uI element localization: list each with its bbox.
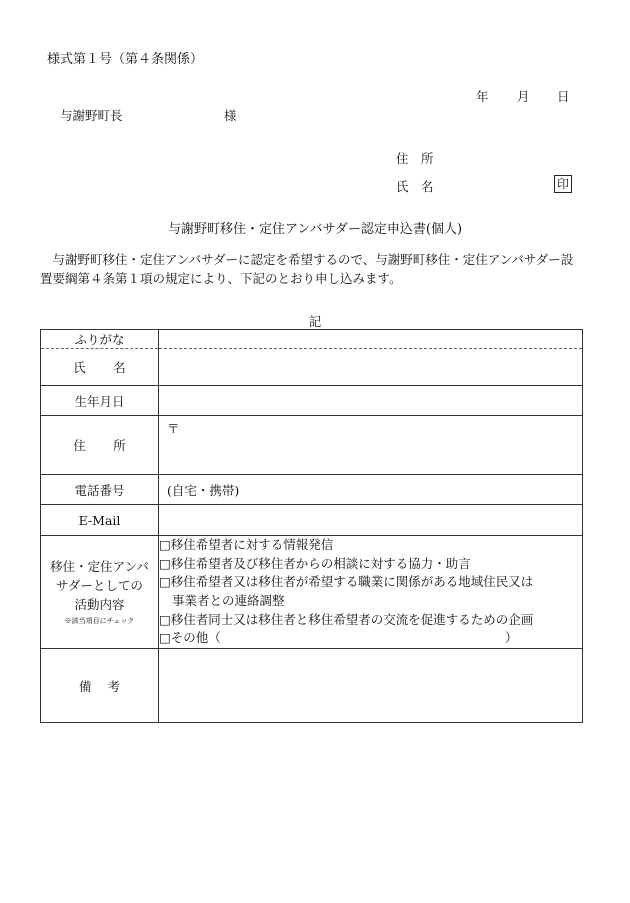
- activity-option-info[interactable]: □移住希望者に対する情報発信: [159, 537, 334, 553]
- date-year-label: 年: [476, 89, 489, 104]
- birthdate-label-text: 生年月日: [74, 393, 125, 409]
- date-day-label: 日: [557, 89, 570, 104]
- form-number: 様式第１号（第４条関係）: [47, 52, 204, 67]
- intro-paragraph: 与謝野町移住・定住アンバサダーに認定を希望するので、与謝野町移住・定住アンバサダー設置要綱第４条第１項の規定により、下記のとおり申し込みます。: [40, 252, 574, 286]
- address-field[interactable]: [159, 416, 583, 475]
- name-row: [41, 349, 583, 386]
- name-field[interactable]: [159, 349, 583, 386]
- addressee-honorific: 様: [224, 108, 237, 123]
- application-table: [40, 329, 583, 723]
- address-label-text: 住所: [73, 438, 154, 453]
- applicant-name-label: 氏 名: [396, 179, 434, 194]
- address-label: [41, 416, 159, 475]
- phone-type-hint: (自宅・携帯): [167, 482, 240, 498]
- email-label-text: E-Mail: [78, 512, 121, 528]
- furigana-label-text: ふりがな: [74, 332, 125, 347]
- activity-option-liaison[interactable]: □移住希望者又は移住者が希望する職業に関係がある地域住民又は: [159, 574, 534, 590]
- remarks-field[interactable]: [159, 649, 583, 723]
- activity-option-other-close: ）: [505, 630, 518, 646]
- name-label-text: 氏名: [73, 360, 154, 375]
- activity-label-line-2: サダーとしての: [56, 577, 143, 593]
- activity-options: [159, 536, 583, 649]
- activity-option-consultation[interactable]: □移住希望者及び移住者からの相談に対する協力・助言: [159, 555, 471, 571]
- email-field[interactable]: [159, 505, 583, 536]
- activity-option-other-open: □その他（: [159, 630, 221, 646]
- email-label: [41, 505, 159, 536]
- date-month-label: 月: [517, 89, 530, 104]
- phone-label-text: 電話番号: [74, 482, 125, 498]
- activity-label-line-1: 移住・定住アンバ: [50, 558, 149, 574]
- email-row: [41, 505, 583, 536]
- ki-heading: 記: [308, 314, 322, 329]
- phone-field[interactable]: [159, 475, 583, 505]
- birthdate-row: [41, 386, 583, 416]
- activity-note: ※該当項目にチェック: [64, 616, 135, 625]
- activity-label-line-3: 活動内容: [74, 596, 125, 612]
- birthdate-field[interactable]: [159, 386, 583, 416]
- postal-mark: 〒: [167, 421, 180, 436]
- birthdate-label: [41, 386, 159, 416]
- remarks-label-text: 備考: [78, 678, 137, 694]
- furigana-label: [41, 330, 159, 349]
- address-row: [41, 416, 583, 475]
- activity-option-liaison-cont: 事業者との連絡調整: [172, 593, 285, 608]
- applicant-address-label: 住 所: [396, 151, 434, 166]
- remarks-label: [41, 649, 159, 723]
- document-title: 与謝野町移住・定住アンバサダー認定申込書(個人): [167, 222, 463, 237]
- activity-option-other[interactable]: [159, 629, 582, 648]
- furigana-field[interactable]: [159, 330, 583, 349]
- remarks-row: [41, 649, 583, 723]
- furigana-row: [41, 330, 583, 349]
- phone-row: [41, 475, 583, 505]
- activity-option-exchange[interactable]: □移住者同士又は移住者と移住希望者の交流を促進するための企画: [159, 611, 534, 627]
- phone-label: [41, 475, 159, 505]
- activity-label: [41, 536, 159, 649]
- addressee: 与謝野町長: [60, 108, 123, 123]
- activity-row: [41, 536, 583, 649]
- name-label: [41, 349, 159, 386]
- seal-mark: 印: [554, 175, 572, 193]
